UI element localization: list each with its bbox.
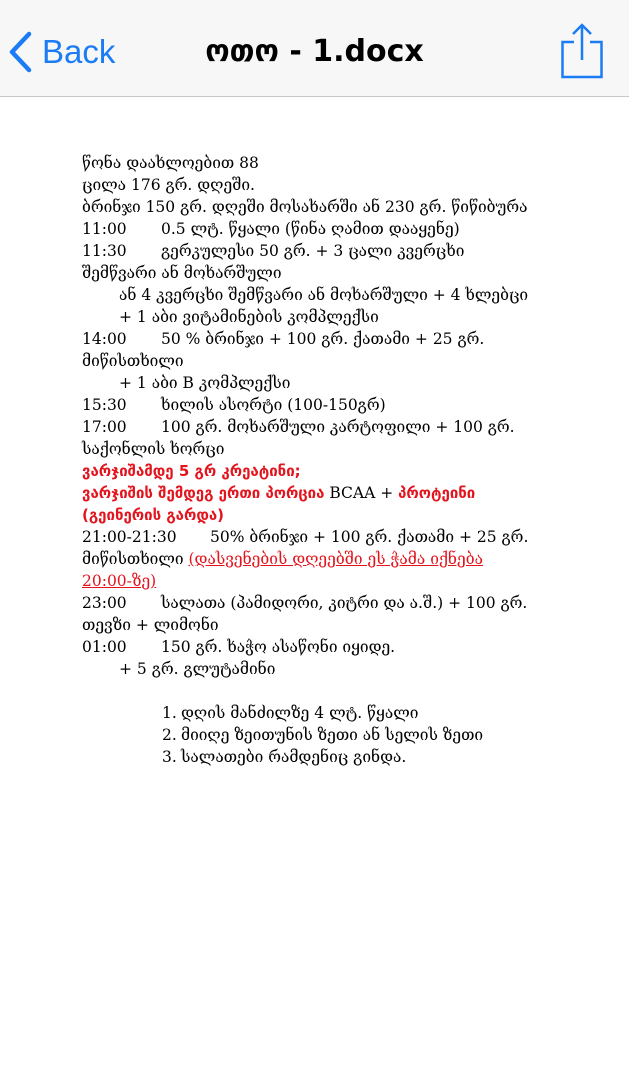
list-text: დღის მანძილზე 4 ლტ. წყალი [181,704,419,722]
doc-line [82,592,602,614]
back-label: Back [42,33,116,70]
doc-line: ან 4 კვერცხი შემწვარი ან მოხარშული + 4 ხლებცი [119,286,529,304]
time-label: 15:30 [82,396,127,414]
doc-line: + 1 აბი ვიტამინების კომპლექსი [119,308,379,326]
list-number: 1. [162,704,177,722]
document-content [82,152,602,768]
list-item [162,702,602,724]
doc-line: თევზი + ლიმონი [82,616,219,634]
doc-text: 100 გრ. მოხარშული კარტოფილი + 100 გრ. [161,418,515,436]
doc-text: მიწისთხილი [82,550,189,568]
highlight-text: ვარჯიშის შემდეგ ერთი პორცია [82,484,325,502]
time-label: 11:00 [82,220,127,238]
time-label: 11:30 [82,242,127,260]
doc-line [82,240,602,262]
doc-line [82,526,602,548]
list-item [162,746,602,768]
time-label: 21:00-21:30 [82,528,177,546]
chevron-left-icon [8,31,32,73]
numbered-list [82,702,602,768]
doc-text: 0.5 ლტ. წყალი (წინა ღამით დააყენე) [161,220,460,238]
doc-line: საქონლის ხორცი [82,440,225,458]
list-number: 3. [162,748,177,766]
highlight-text: (დასვენების დღეებში ეს ჭამა იქნება [188,550,483,568]
doc-line [82,460,602,482]
list-item [162,724,602,746]
time-label: 23:00 [82,594,127,612]
share-icon [561,22,603,80]
time-label: 01:00 [82,638,127,656]
doc-line [82,482,602,504]
share-button[interactable] [561,22,603,80]
time-label: 14:00 [82,330,127,348]
doc-line [82,636,602,658]
document-title: ოთო - 1.docx [205,34,424,69]
doc-text: 50% ბრინჯი + 100 გრ. ქათამი + 25 გრ. [210,528,529,546]
highlight-text: (გეინერის გარდა) [82,506,225,524]
back-button[interactable] [8,28,115,76]
doc-text: BCAA + [324,484,399,502]
doc-line [82,328,602,350]
doc-line: ბრინჯი 150 გრ. დღეში მოსახარში ან 230 გრ. წიწიბურა [82,198,528,216]
list-text: მიიღე ზეითუნის ზეთი ან სელის ზეთი [181,726,484,744]
doc-line [82,570,602,592]
doc-line [82,394,602,416]
doc-line [82,416,602,438]
list-number: 2. [162,726,177,744]
doc-line: + 1 აბი B კომპლექსი [119,374,291,392]
time-label: 17:00 [82,418,127,436]
doc-line [82,504,602,526]
navigation-bar [0,0,629,97]
doc-line [82,218,602,240]
doc-line: ცილა 176 გრ. დღეში. [82,176,255,194]
list-text: სალათები რამდენიც გინდა. [181,748,407,766]
highlight-text: ვარჯიშამდე 5 გრ კრეატინი; [82,462,301,480]
doc-text: 50 % ბრინჯი + 100 გრ. ქათამი + 25 გრ. [161,330,485,348]
doc-text: სალათა (პამიდორი, კიტრი და ა.შ.) + 100 გრ. [161,594,528,612]
doc-line [82,548,602,570]
highlight-text: პროტეინი [398,484,476,502]
doc-line: + 5 გრ. გლუტამინი [119,660,276,678]
highlight-text: 20:00-ზე) [82,572,157,590]
doc-line: მიწისთხილი [82,352,184,370]
doc-line: შემწვარი ან მოხარშული [82,264,282,282]
doc-text: ხილის ასორტი (100-150გრ) [161,396,386,414]
doc-text: 150 გრ. ხაჭო ასაწონი იყიდე. [161,638,396,656]
doc-line: წონა დაახლოებით 88 [82,154,259,172]
doc-text: გერკულესი 50 გრ. + 3 ცალი კვერცხი [161,242,465,260]
